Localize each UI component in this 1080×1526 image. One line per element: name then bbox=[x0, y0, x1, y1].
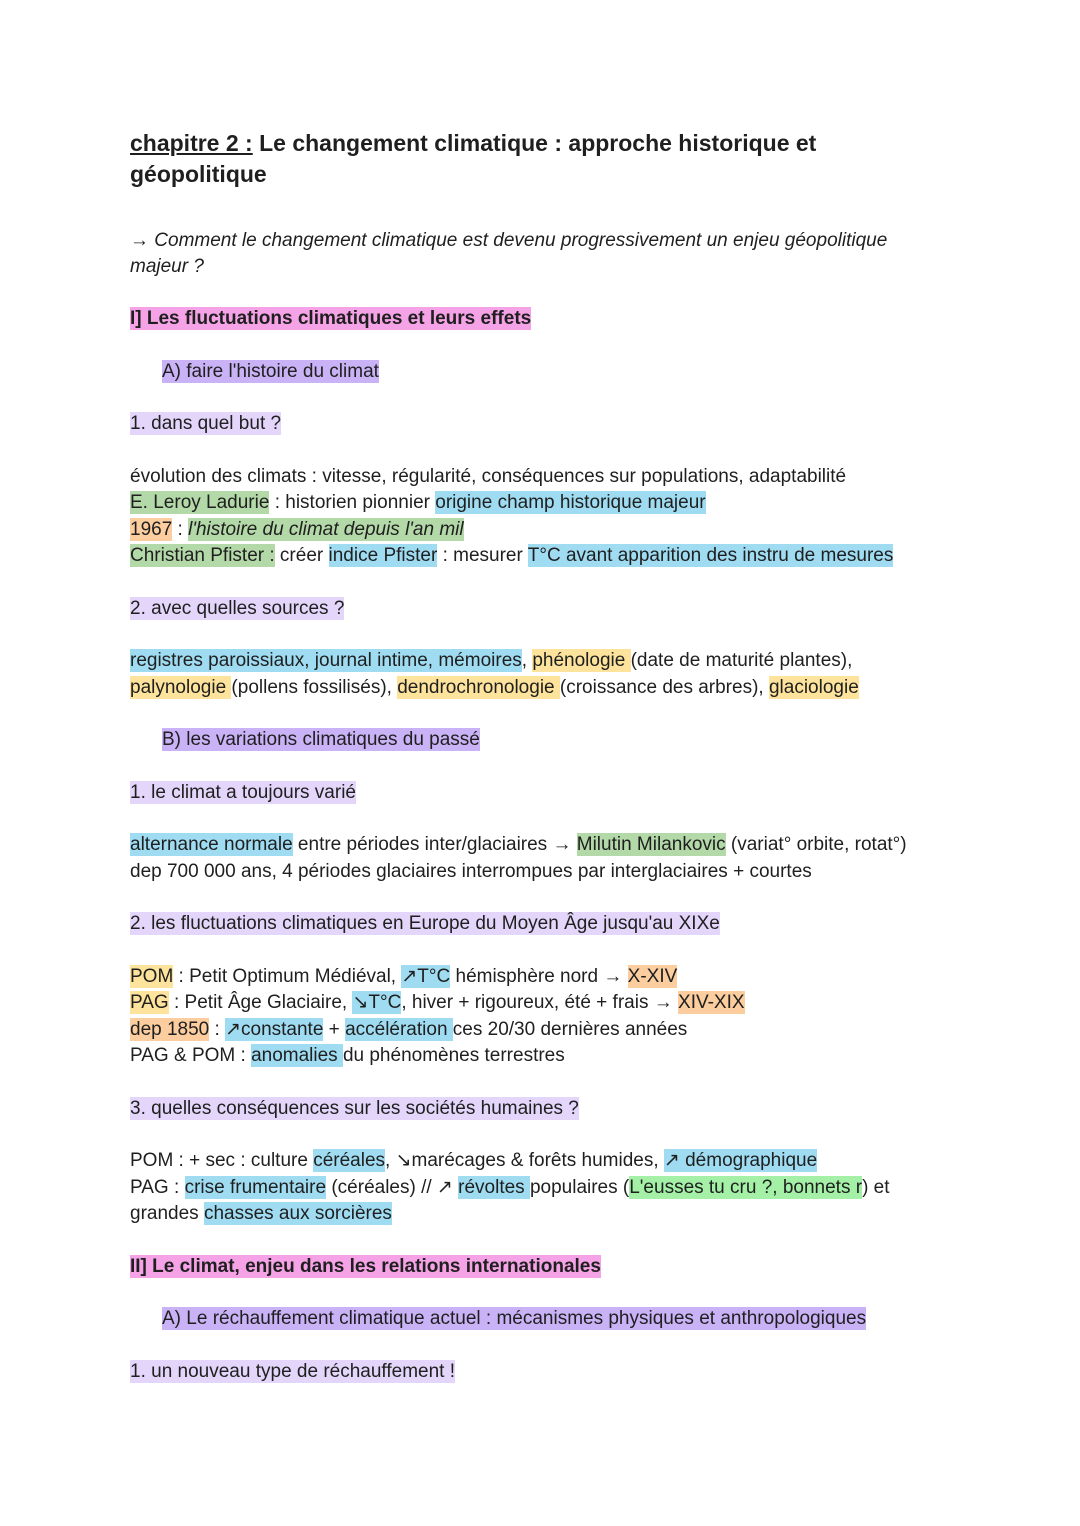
chapter-title: chapitre 2 : Le changement climatique : approche historique et géopolitique bbox=[130, 130, 817, 187]
document-page bbox=[130, 128, 960, 1385]
part2-subsection-1: 1. un nouveau type de réchauffement ! bbox=[130, 1360, 455, 1382]
paragraph-consequences: POM : + sec : culture céréales, ↘marécages & forêts humides, ↗ démographique PAG : crise frumentaire (céréales) // ↗ révoltes populaires (L'eusses tu cru ?, bonnets r) et grandes chasses aux sorcières bbox=[130, 1150, 890, 1224]
paragraph-purpose: évolution des climats : vitesse, régularité, conséquences sur populations, adaptabilité E. Leroy Ladurie : historien pionnier origine champ historique majeur 1967 : l'histoire du climat depuis l'an mil Christian Pfister : créer indice Pfister : mesurer T°C avant apparition des instru de mesures bbox=[130, 465, 894, 566]
subsection-1: 1. dans quel but ? bbox=[130, 413, 282, 434]
subsection-3: 1. le climat a toujours varié bbox=[130, 781, 356, 803]
paragraph-sources: registres paroissiaux, journal intime, mémoires, phénologie (date de maturité plantes), palynologie (pollens fossilisés), dendrochronologie (croissance des arbres), glaciologie bbox=[130, 650, 859, 698]
part1-section-a: A) faire l'histoire du climat bbox=[162, 360, 379, 382]
problem-question: → Comment le changement climatique est devenu progressivement un enjeu géopolitique majeur ? bbox=[130, 230, 888, 277]
chapter-number: chapitre 2 : bbox=[130, 130, 253, 156]
part1-section-b: B) les variations climatiques du passé bbox=[162, 729, 480, 750]
paragraph-variations: alternance normale entre périodes inter/glaciaires → Milutin Milankovic (variat° orbite, rotat°) dep 700 000 ans, 4 périodes glaciaires interrompues par interglaciaires + courtes bbox=[130, 834, 907, 882]
part1-heading: I] Les fluctuations climatiques et leurs effets bbox=[130, 308, 532, 329]
subsection-5: 3. quelles conséquences sur les sociétés humaines ? bbox=[130, 1097, 579, 1119]
part2-section-a: A) Le réchauffement climatique actuel : mécanismes physiques et anthropologiques bbox=[162, 1308, 867, 1329]
subsection-2: 2. avec quelles sources ? bbox=[130, 597, 345, 619]
part2-heading: II] Le climat, enjeu dans les relations internationales bbox=[130, 1255, 601, 1277]
paragraph-fluctuations: POM : Petit Optimum Médiéval, ↗T°C hémisphère nord → X-XIV PAG : Petit Âge Glaciaire, ↘T°C, hiver + rigoureux, été + frais → XIV-XIX dep 1850 : ↗constante + accélération ces 20/30 dernières années PAG & POM : anomalies du phénomènes terrestres bbox=[130, 965, 745, 1066]
subsection-4: 2. les fluctuations climatiques en Europe du Moyen Âge jusqu'au XIXe bbox=[130, 913, 720, 934]
